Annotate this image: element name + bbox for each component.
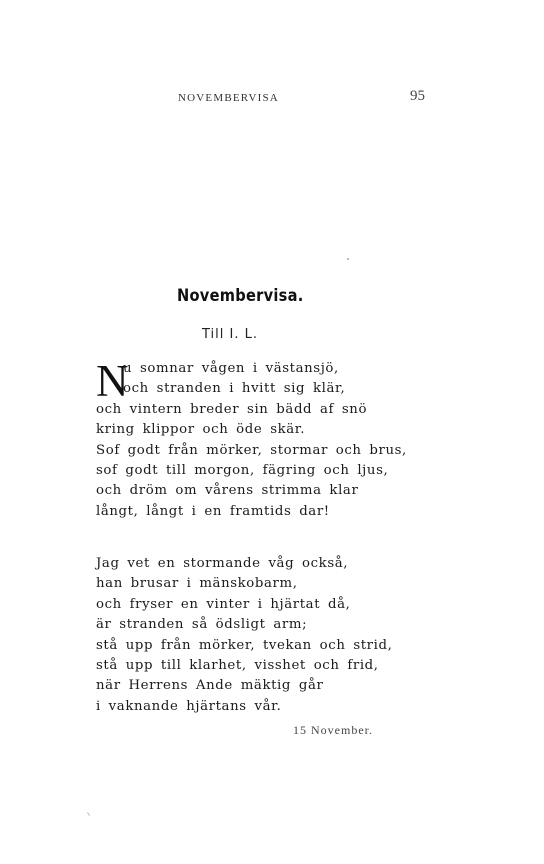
poem-line: och stranden i hvitt sig klär, [123, 381, 346, 397]
poem-line: Sof godt från mörker, stormar och brus, [96, 442, 407, 458]
poem-line: när Herrens Ande mäktig går [96, 678, 324, 694]
page-number: 95 [410, 88, 425, 104]
poem-line: u somnar vågen i västansjö, [123, 361, 339, 376]
poem-line: kring klippor och öde skär. [96, 422, 306, 438]
paper-speck [87, 812, 90, 816]
poem-line: Jag vet en stormande våg också, [96, 556, 349, 571]
poem-line: och dröm om vårens strimma klar [96, 483, 359, 499]
stanza-2 [96, 554, 396, 717]
poem-line: han brusar i mänskobarm, [96, 576, 298, 592]
stanza-1 [96, 356, 407, 522]
poem-line: långt, långt i en framtids dar! [96, 503, 330, 519]
poem-line: i vaknande hjärtans vår. [96, 698, 282, 714]
poem-line: är stranden så ödsligt arm; [96, 617, 308, 633]
drop-cap: N [96, 356, 129, 406]
poem-line: stå upp från mörker, tvekan och strid, [96, 637, 393, 653]
running-head-title: NOVEMBERVISA [178, 92, 279, 104]
poem-title: Novembervisa. [177, 286, 304, 306]
poem-dedication: Till I. L. [202, 327, 258, 342]
poem-line: och vintern breder sin bädd af snö [96, 401, 368, 417]
paper-speck [347, 258, 349, 260]
poem-line: sof godt till morgon, fägring och ljus, [96, 463, 389, 479]
poem-line: stå upp till klarhet, visshet och frid, [96, 658, 379, 674]
poem-line: och fryser en vinter i hjärtat då, [96, 596, 351, 612]
date-signature: 15 November. [293, 723, 373, 737]
